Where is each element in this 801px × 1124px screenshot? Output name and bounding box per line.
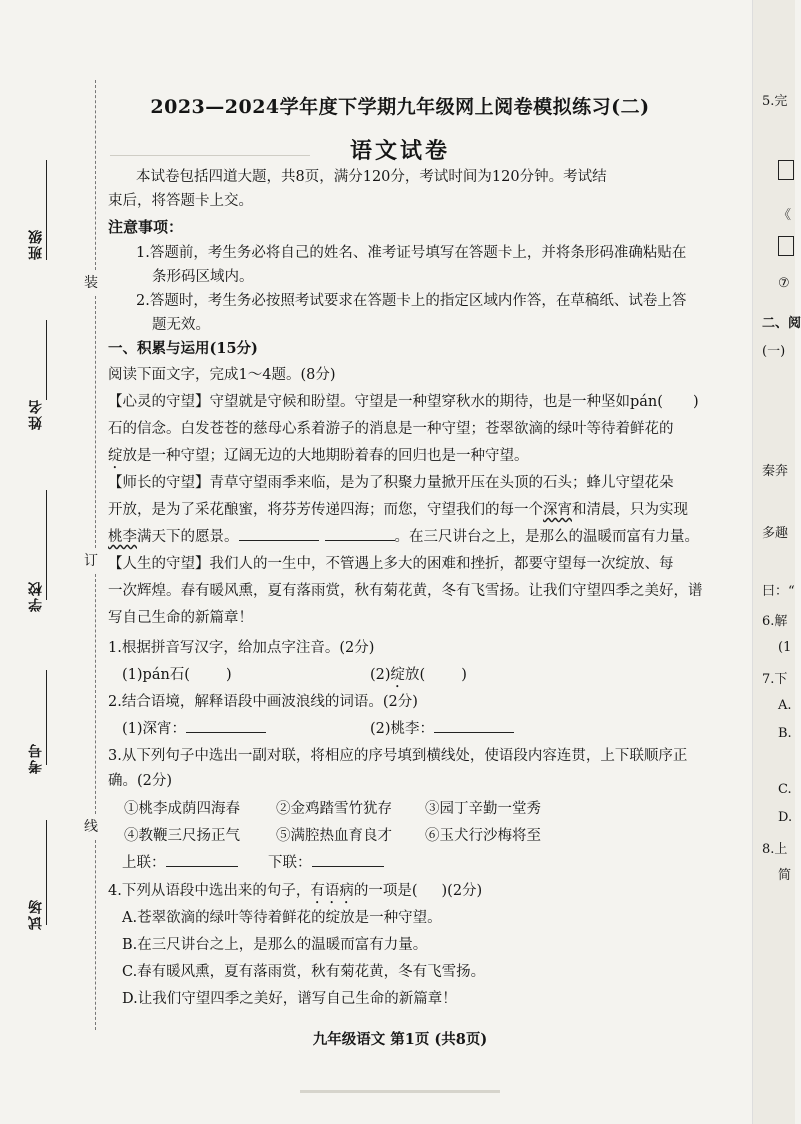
next-page-text: 5.完 [762, 94, 788, 109]
notice-item-1a: 1.答题前，考生务必将自己的姓名、准考证号填写在答题卡上，并将条形码准确粘贴在 [136, 245, 687, 261]
pinyin-pan: pán( [630, 394, 663, 410]
q3-option-5: ⑤满腔热血育良才 [276, 828, 392, 844]
q3-option-1: ①桃李成荫四海春 [124, 801, 240, 817]
class-line [46, 160, 47, 260]
exam-room-line [46, 820, 47, 925]
dotted-char-zhan: 绽 [108, 448, 123, 464]
exam-title: 2023—2024学年度下学期九年级网上阅卷模拟练习(二) [150, 96, 650, 118]
binding-mark-ding: 订 [84, 553, 98, 569]
intro-line-1: 本试卷包括四道大题，共8页，满分120分，考试时间为120分钟。考试结 [136, 169, 607, 185]
binding-dash-4 [95, 840, 96, 1030]
notice-item-2a: 2.答题时，考生务必按照考试要求在答题卡上的指定区域内作答，在草稿纸、试卷上答 [136, 293, 687, 309]
p1-line-3: 绽放是一种守望；辽阔无边的大地期盼着春的回归也是一种守望。 [108, 448, 529, 464]
p2-line-2: 开放，是为了采花酿蜜，将芬芳传递四海；而您，守望我们的每一个深宵和清晨，只为实现 [108, 502, 688, 518]
page-footer: 九年级语文 第1页 (共8页) [312, 1031, 488, 1048]
p3-line-3: 写自己生命的新篇章！ [108, 610, 253, 626]
next-page-text: 简 [778, 868, 792, 883]
q2-answer-2: (2)桃李： [370, 718, 514, 740]
exam-number-line [46, 670, 47, 765]
p3-line-1: 【人生的守望】我们人的一生中，不管遇上多大的困难和挫折，都要守望每一次绽放、每 [108, 556, 674, 572]
q3-stem-2: 确。(2分) [108, 773, 173, 789]
next-page-text: (1 [778, 640, 792, 655]
q4-choice-b: B.在三尺讲台之上，是那么的温暖而富有力量。 [122, 937, 428, 953]
notice-item-2b: 题无效。 [152, 317, 210, 333]
next-page-text: 《 [778, 208, 792, 223]
q1-answer-1: (1)pán石( ) [122, 667, 232, 683]
wavy-word-taoli: 桃李 [108, 529, 137, 545]
exam-subtitle: 语文试卷 [349, 138, 450, 164]
next-page-text: 7.下 [762, 672, 788, 687]
q3-option-2: ②金鸡踏雪竹犹存 [276, 801, 392, 817]
next-page-text: 曰：“ [762, 584, 795, 599]
binding-dash-2 [95, 296, 96, 548]
q3-option-6: ⑥玉犬行沙梅将至 [425, 828, 541, 844]
next-page-box [778, 236, 794, 256]
p1-line-1: 【心灵的守望】守望就是守候和盼望。守望是一种望穿秋水的期待，也是一种坚如pán( ) [108, 394, 699, 410]
q3-lower-couplet: 下联： [268, 852, 384, 874]
p2-line-3: 桃李满天下的愿景。 。在三尺讲台之上，是那么的温暖而富有力量。 [108, 526, 699, 548]
binding-mark-xian: 线 [84, 819, 98, 835]
p2-line-1: 【师长的守望】青草守望雨季来临，是为了积聚力量掀开压在头顶的石头；蜂儿守望花朵 [108, 475, 674, 491]
next-page-text: 多趣 [762, 526, 789, 541]
q3-stem-1: 3.从下列句子中选出一副对联，将相应的序号填到横线处，使语段内容连贯，上下联顺序正 [108, 748, 688, 764]
binding-dash-3 [95, 574, 96, 814]
binding-dash-1 [95, 80, 96, 270]
section1-heading: 一、积累与运用(15分) [108, 340, 258, 357]
exam-room-label: 试场 [28, 898, 44, 930]
bleed-line [110, 155, 310, 156]
next-page-text: 二、阅 [762, 316, 801, 331]
q2-answer-1: (1)深宵： [122, 718, 266, 740]
next-page-text: (一) [762, 344, 786, 359]
notice-item-1b: 条形码区域内。 [152, 269, 254, 285]
q4-stem: 4.下列从语段中选出来的句子，有语病的一项是( )(2分) [108, 883, 483, 899]
next-page-text: 秦奔 [762, 464, 789, 479]
binding-mark-zhuang: 装 [84, 275, 98, 291]
q4-choice-c: C.春有暖风熏，夏有落雨赏，秋有菊花黄，冬有飞雪扬。 [122, 964, 486, 980]
school-label: 学校 [28, 580, 44, 612]
p3-line-2: 一次辉煌。春有暖风熏，夏有落雨赏，秋有菊花黄，冬有飞雪扬。让我们守望四季之美好，谱 [108, 583, 703, 599]
section1-instruction: 阅读下面文字，完成1～4题。(8分) [108, 367, 336, 383]
q2-stem: 2.结合语境，解释语段中画波浪线的词语。(2分) [108, 694, 418, 710]
next-page-text: A. [778, 698, 792, 713]
next-page-text: C. [778, 782, 792, 797]
school-line [46, 490, 47, 600]
wavy-word-shenxiao: 深宵 [543, 502, 572, 518]
class-label: 班级 [28, 228, 44, 260]
q3-option-3: ③园丁辛勤一堂秀 [425, 801, 541, 817]
next-page-text: ⑦ [778, 276, 790, 291]
q4-choice-a: A.苍翠欲滴的绿叶等待着鲜花的绽放是一种守望。 [122, 910, 442, 926]
next-page-text: D. [778, 810, 793, 825]
q1-stem: 1.根据拼音写汉字，给加点字注音。(2分) [108, 640, 375, 656]
exam-number-label: 考号 [28, 742, 44, 774]
p1-line-2: 石的信念。白发苍苍的慈母心系着游子的消息是一种守望；苍翠欲滴的绿叶等待着鲜花的 [108, 421, 674, 437]
q3-upper-couplet: 上联： [122, 852, 238, 874]
intro-line-2: 束后，将答题卡上交。 [108, 193, 253, 209]
next-page-box [778, 160, 794, 180]
notice-heading: 注意事项： [108, 218, 184, 236]
next-page-text: 8.上 [762, 842, 788, 857]
next-page-text: B. [778, 726, 792, 741]
name-label: 姓名 [28, 398, 44, 430]
q3-option-4: ④教鞭三尺扬正气 [124, 828, 240, 844]
q1-answer-2: (2)绽放( ) [370, 667, 467, 683]
bleed-line [300, 1090, 500, 1093]
next-page-text: 6.解 [762, 614, 788, 629]
name-line [46, 320, 47, 400]
q4-choice-d: D.让我们守望四季之美好，谱写自己生命的新篇章！ [122, 991, 457, 1007]
